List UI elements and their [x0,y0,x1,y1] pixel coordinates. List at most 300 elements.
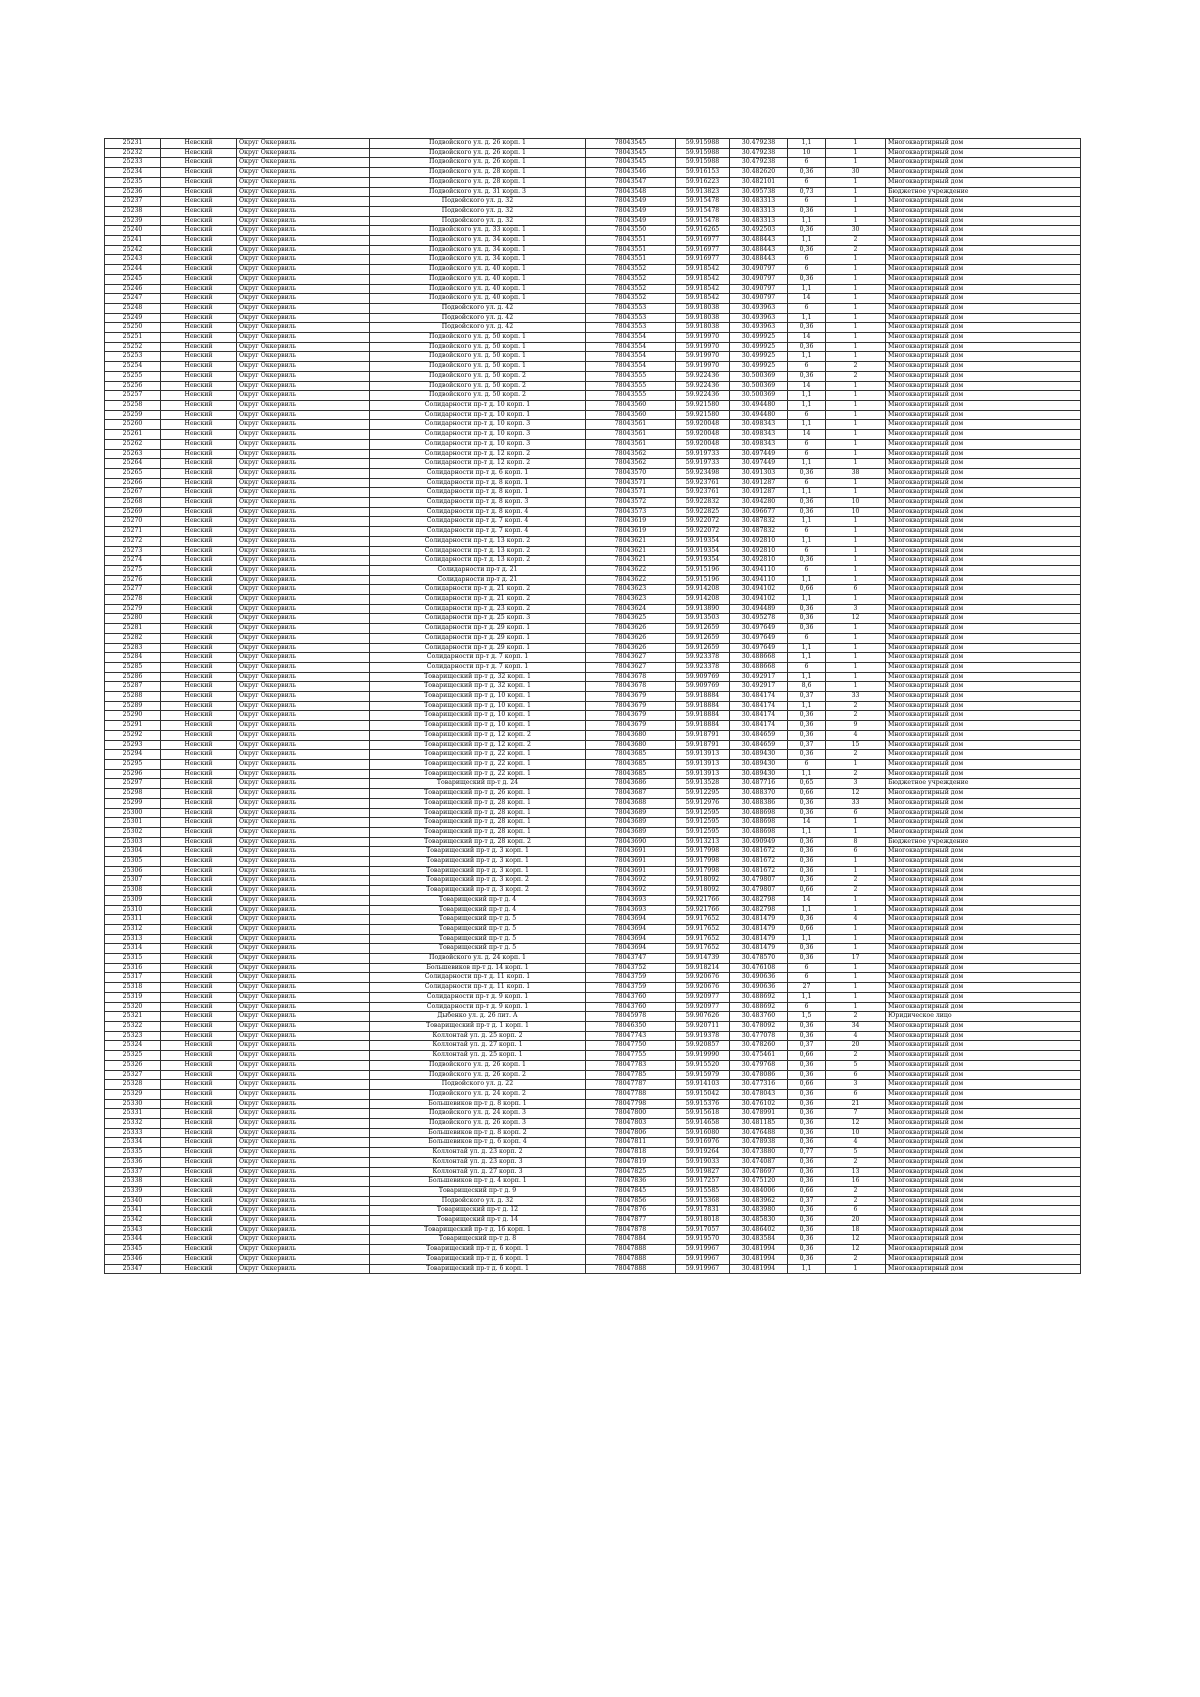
municipality-cell: Округ Оккервиль [237,245,370,255]
municipality-cell: Округ Оккервиль [237,527,370,537]
table-row [105,721,1081,731]
table-row [105,517,1081,527]
municipality-cell: Округ Оккервиль [237,333,370,343]
row-number-cell: 25331 [105,1109,161,1119]
address-cell: Товарищеский пр-т д. 9 [370,1186,586,1196]
latitude-cell: 59.919264 [676,1148,730,1158]
value-cell: 0,36 [788,1070,826,1080]
municipality-cell: Округ Оккервиль [237,1177,370,1187]
row-number-cell: 25262 [105,439,161,449]
table-row [105,362,1081,372]
table-row [105,265,1081,275]
building-code-cell: 78043572 [586,498,676,508]
latitude-cell: 59.919990 [676,1051,730,1061]
address-cell: Коллонтай ул. д. 25 корп. 2 [370,1031,586,1041]
object-type-cell: Многоквартирный дом [886,313,1081,323]
table-row [105,827,1081,837]
longitude-cell: 30.488443 [730,245,788,255]
object-type-cell: Многоквартирный дом [886,944,1081,954]
municipality-cell: Округ Оккервиль [237,633,370,643]
row-number-cell: 25323 [105,1031,161,1041]
longitude-cell: 30.478938 [730,1138,788,1148]
address-cell: Солидарности пр-т д. 29 корп. 1 [370,633,586,643]
value-cell: 0,36 [788,1235,826,1245]
object-type-cell: Многоквартирный дом [886,1128,1081,1138]
municipality-cell: Округ Оккервиль [237,682,370,692]
count-cell: 2 [826,701,886,711]
object-type-cell: Многоквартирный дом [886,488,1081,498]
building-code-cell: 78047825 [586,1167,676,1177]
municipality-cell: Округ Оккервиль [237,973,370,983]
building-code-cell: 78043547 [586,177,676,187]
row-number-cell: 25243 [105,255,161,265]
value-cell: 0,36 [788,206,826,216]
district-cell: Невский [161,847,237,857]
municipality-cell: Округ Оккервиль [237,391,370,401]
longitude-cell: 30.494489 [730,604,788,614]
longitude-cell: 30.490636 [730,973,788,983]
building-code-cell: 78043685 [586,769,676,779]
municipality-cell: Округ Оккервиль [237,924,370,934]
object-type-cell: Многоквартирный дом [886,924,1081,934]
latitude-cell: 59.916977 [676,236,730,246]
address-cell: Подвойского ул. д. 40 корп. 1 [370,294,586,304]
longitude-cell: 30.487832 [730,517,788,527]
value-cell: 0,36 [788,604,826,614]
row-number-cell: 25313 [105,934,161,944]
row-number-cell: 25320 [105,1002,161,1012]
building-code-cell: 78043549 [586,216,676,226]
count-cell: 1 [826,536,886,546]
municipality-cell: Округ Оккервиль [237,1080,370,1090]
district-cell: Невский [161,866,237,876]
district-cell: Невский [161,711,237,721]
table-row [105,624,1081,634]
municipality-cell: Округ Оккервиль [237,439,370,449]
address-cell: Товарищеский пр-т д. 1 корп. 1 [370,1021,586,1031]
address-cell: Товарищеский пр-т д. 5 [370,944,586,954]
longitude-cell: 30.490797 [730,265,788,275]
value-cell: 0,66 [788,789,826,799]
latitude-cell: 59.916153 [676,168,730,178]
building-code-cell: 78043627 [586,662,676,672]
table-row [105,342,1081,352]
latitude-cell: 59.918038 [676,303,730,313]
object-type-cell: Многоквартирный дом [886,857,1081,867]
address-cell: Подвойского ул. д. 26 корп. 1 [370,158,586,168]
count-cell: 10 [826,507,886,517]
value-cell: 0,66 [788,1186,826,1196]
row-number-cell: 25249 [105,313,161,323]
row-number-cell: 25336 [105,1157,161,1167]
address-cell: Товарищеский пр-т д. 10 корп. 1 [370,692,586,702]
longitude-cell: 30.497649 [730,633,788,643]
municipality-cell: Округ Оккервиль [237,303,370,313]
latitude-cell: 59.917831 [676,1206,730,1216]
district-cell: Невский [161,1196,237,1206]
row-number-cell: 25275 [105,565,161,575]
count-cell: 1 [826,139,886,149]
address-cell: Большевиков пр-т д. 6 корп. 4 [370,1138,586,1148]
address-cell: Подвойского ул. д. 24 корп. 2 [370,1089,586,1099]
object-type-cell: Юридическое лицо [886,1012,1081,1022]
longitude-cell: 30.500369 [730,391,788,401]
count-cell: 1 [826,934,886,944]
address-cell: Солидарности пр-т д. 7 корп. 1 [370,653,586,663]
row-number-cell: 25268 [105,498,161,508]
municipality-cell: Округ Оккервиль [237,536,370,546]
row-number-cell: 25259 [105,410,161,420]
row-number-cell: 25233 [105,158,161,168]
object-type-cell: Многоквартирный дом [886,954,1081,964]
row-number-cell: 25272 [105,536,161,546]
table-row [105,818,1081,828]
district-cell: Невский [161,1012,237,1022]
address-cell: Подвойского ул. д. 26 корп. 3 [370,1119,586,1129]
address-table [104,138,1081,1274]
building-code-cell: 78043691 [586,847,676,857]
longitude-cell: 30.477078 [730,1031,788,1041]
municipality-cell: Округ Оккервиль [237,721,370,731]
longitude-cell: 30.478570 [730,954,788,964]
value-cell: 0,36 [788,837,826,847]
longitude-cell: 30.481994 [730,1254,788,1264]
latitude-cell: 59.912659 [676,624,730,634]
row-number-cell: 25252 [105,342,161,352]
building-code-cell: 78043625 [586,614,676,624]
table-row [105,1089,1081,1099]
object-type-cell: Многоквартирный дом [886,139,1081,149]
district-cell: Невский [161,692,237,702]
longitude-cell: 30.479238 [730,158,788,168]
address-cell: Солидарности пр-т д. 10 корп. 3 [370,439,586,449]
object-type-cell: Многоквартирный дом [886,672,1081,682]
address-cell: Товарищеский пр-т д. 22 корп. 1 [370,750,586,760]
row-number-cell: 25333 [105,1128,161,1138]
object-type-cell: Многоквартирный дом [886,701,1081,711]
longitude-cell: 30.488698 [730,808,788,818]
row-number-cell: 25307 [105,876,161,886]
latitude-cell: 59.918884 [676,711,730,721]
building-code-cell: 78043680 [586,730,676,740]
count-cell: 30 [826,226,886,236]
municipality-cell: Округ Оккервиль [237,779,370,789]
count-cell: 21 [826,1099,886,1109]
address-cell: Товарищеский пр-т д. 28 корп. 1 [370,827,586,837]
count-cell: 1 [826,963,886,973]
longitude-cell: 30.481479 [730,924,788,934]
address-cell: Товарищеский пр-т д. 5 [370,915,586,925]
longitude-cell: 30.481672 [730,857,788,867]
object-type-cell: Многоквартирный дом [886,362,1081,372]
value-cell: 0,36 [788,498,826,508]
count-cell: 1 [826,294,886,304]
address-cell: Подвойского ул. д. 28 корп. 1 [370,177,586,187]
count-cell: 1 [826,255,886,265]
district-cell: Невский [161,381,237,391]
object-type-cell: Многоквартирный дом [886,886,1081,896]
longitude-cell: 30.500369 [730,371,788,381]
municipality-cell: Округ Оккервиль [237,1167,370,1177]
longitude-cell: 30.481479 [730,915,788,925]
table-row [105,303,1081,313]
table-row [105,148,1081,158]
municipality-cell: Округ Оккервиль [237,342,370,352]
value-cell: 0,37 [788,1196,826,1206]
longitude-cell: 30.475461 [730,1051,788,1061]
count-cell: 1 [826,818,886,828]
building-code-cell: 78047888 [586,1245,676,1255]
municipality-cell: Округ Оккервиль [237,1128,370,1138]
count-cell: 1 [826,478,886,488]
document-page [104,138,1081,1274]
value-cell: 0,36 [788,1109,826,1119]
address-cell: Солидарности пр-т д. 21 корп. 2 [370,585,586,595]
building-code-cell: 78043560 [586,400,676,410]
building-code-cell: 78043619 [586,527,676,537]
district-cell: Невский [161,187,237,197]
value-cell: 1,1 [788,459,826,469]
district-cell: Невский [161,595,237,605]
row-number-cell: 25311 [105,915,161,925]
row-number-cell: 25245 [105,274,161,284]
table-row [105,866,1081,876]
address-cell: Товарищеский пр-т д. 5 [370,924,586,934]
latitude-cell: 59.916223 [676,177,730,187]
object-type-cell: Многоквартирный дом [886,750,1081,760]
value-cell: 1,1 [788,536,826,546]
municipality-cell: Округ Оккервиль [237,381,370,391]
object-type-cell: Многоквартирный дом [886,284,1081,294]
count-cell: 2 [826,1196,886,1206]
latitude-cell: 59.913528 [676,779,730,789]
district-cell: Невский [161,439,237,449]
latitude-cell: 59.918038 [676,323,730,333]
count-cell: 3 [826,779,886,789]
district-cell: Невский [161,682,237,692]
longitude-cell: 30.479807 [730,876,788,886]
table-row [105,391,1081,401]
count-cell: 1 [826,866,886,876]
address-cell: Подвойского ул. д. 26 корп. 2 [370,1070,586,1080]
longitude-cell: 30.476108 [730,963,788,973]
object-type-cell: Многоквартирный дом [886,1177,1081,1187]
district-cell: Невский [161,604,237,614]
value-cell: 0,36 [788,226,826,236]
row-number-cell: 25255 [105,371,161,381]
table-row [105,954,1081,964]
address-cell: Подвойского ул. д. 32 [370,206,586,216]
address-cell: Подвойского ул. д. 32 [370,197,586,207]
value-cell: 0,66 [788,1080,826,1090]
municipality-cell: Округ Оккервиль [237,478,370,488]
row-number-cell: 25330 [105,1099,161,1109]
value-cell: 0,36 [788,847,826,857]
building-code-cell: 78047755 [586,1051,676,1061]
building-code-cell: 78043679 [586,692,676,702]
building-code-cell: 78047743 [586,1031,676,1041]
row-number-cell: 25308 [105,886,161,896]
longitude-cell: 30.494110 [730,565,788,575]
longitude-cell: 30.498343 [730,420,788,430]
object-type-cell: Многоквартирный дом [886,352,1081,362]
row-number-cell: 25328 [105,1080,161,1090]
municipality-cell: Округ Оккервиль [237,740,370,750]
count-cell: 1 [826,216,886,226]
municipality-cell: Округ Оккервиль [237,1041,370,1051]
count-cell: 1 [826,303,886,313]
building-code-cell: 78047876 [586,1206,676,1216]
row-number-cell: 25256 [105,381,161,391]
municipality-cell: Округ Оккервиль [237,468,370,478]
address-cell: Подвойского ул. д. 26 корп. 1 [370,148,586,158]
municipality-cell: Округ Оккервиль [237,265,370,275]
value-cell: 0,36 [788,1031,826,1041]
longitude-cell: 30.481672 [730,866,788,876]
row-number-cell: 25235 [105,177,161,187]
municipality-cell: Округ Оккервиль [237,595,370,605]
table-row [105,371,1081,381]
value-cell: 0,36 [788,866,826,876]
table-row [105,546,1081,556]
object-type-cell: Многоквартирный дом [886,711,1081,721]
address-cell: Солидарности пр-т д. 13 корп. 2 [370,556,586,566]
latitude-cell: 59.918092 [676,876,730,886]
row-number-cell: 25250 [105,323,161,333]
row-number-cell: 25236 [105,187,161,197]
table-row [105,459,1081,469]
object-type-cell: Многоквартирный дом [886,1254,1081,1264]
building-code-cell: 78043552 [586,265,676,275]
longitude-cell: 30.492503 [730,226,788,236]
table-row [105,769,1081,779]
district-cell: Невский [161,478,237,488]
latitude-cell: 59.913913 [676,760,730,770]
object-type-cell: Многоквартирный дом [886,1080,1081,1090]
latitude-cell: 59.917652 [676,944,730,954]
row-number-cell: 25285 [105,662,161,672]
row-number-cell: 25261 [105,430,161,440]
building-code-cell: 78043679 [586,711,676,721]
building-code-cell: 78047783 [586,1060,676,1070]
value-cell: 6 [788,760,826,770]
address-cell: Коллонтай ул. д. 23 корп. 3 [370,1157,586,1167]
count-cell: 1 [826,206,886,216]
municipality-cell: Округ Оккервиль [237,1051,370,1061]
object-type-cell: Многоквартирный дом [886,430,1081,440]
count-cell: 5 [826,1060,886,1070]
longitude-cell: 30.484174 [730,692,788,702]
count-cell: 1 [826,905,886,915]
latitude-cell: 59.922436 [676,371,730,381]
longitude-cell: 30.482101 [730,177,788,187]
building-code-cell: 78043692 [586,876,676,886]
latitude-cell: 59.919733 [676,459,730,469]
object-type-cell: Многоквартирный дом [886,333,1081,343]
count-cell: 1 [826,633,886,643]
building-code-cell: 78043551 [586,255,676,265]
row-number-cell: 25326 [105,1060,161,1070]
municipality-cell: Округ Оккервиль [237,1099,370,1109]
latitude-cell: 59.914658 [676,1119,730,1129]
table-row [105,711,1081,721]
longitude-cell: 30.475120 [730,1177,788,1187]
municipality-cell: Округ Оккервиль [237,701,370,711]
latitude-cell: 59.917998 [676,857,730,867]
latitude-cell: 59.922436 [676,381,730,391]
table-row [105,701,1081,711]
municipality-cell: Округ Оккервиль [237,827,370,837]
address-cell: Товарищеский пр-т д. 32 корп. 1 [370,672,586,682]
address-cell: Солидарности пр-т д. 10 корп. 1 [370,400,586,410]
value-cell: 0,36 [788,1060,826,1070]
table-row [105,1060,1081,1070]
object-type-cell: Многоквартирный дом [886,206,1081,216]
address-cell: Товарищеский пр-т д. 16 корп. 1 [370,1225,586,1235]
district-cell: Невский [161,410,237,420]
address-cell: Подвойского ул. д. 26 корп. 1 [370,1060,586,1070]
count-cell: 1 [826,342,886,352]
value-cell: 1,1 [788,1264,826,1274]
object-type-cell: Многоквартирный дом [886,536,1081,546]
municipality-cell: Округ Оккервиль [237,1216,370,1226]
value-cell: 0,36 [788,1216,826,1226]
object-type-cell: Многоквартирный дом [886,565,1081,575]
municipality-cell: Округ Оккервиль [237,177,370,187]
object-type-cell: Многоквартирный дом [886,1186,1081,1196]
municipality-cell: Округ Оккервиль [237,1235,370,1245]
count-cell: 1 [826,924,886,934]
value-cell: 1,1 [788,139,826,149]
longitude-cell: 30.483313 [730,197,788,207]
longitude-cell: 30.489430 [730,750,788,760]
building-code-cell: 78047818 [586,1148,676,1158]
building-code-cell: 78043694 [586,934,676,944]
building-code-cell: 78043570 [586,468,676,478]
value-cell: 0,66 [788,585,826,595]
municipality-cell: Округ Оккервиль [237,1254,370,1264]
table-row [105,760,1081,770]
count-cell: 2 [826,750,886,760]
district-cell: Невский [161,1031,237,1041]
municipality-cell: Округ Оккервиль [237,1186,370,1196]
row-number-cell: 25317 [105,973,161,983]
building-code-cell: 78043679 [586,721,676,731]
table-row [105,206,1081,216]
address-cell: Солидарности пр-т д. 29 корп. 1 [370,624,586,634]
object-type-cell: Многоквартирный дом [886,507,1081,517]
count-cell: 18 [826,1225,886,1235]
object-type-cell: Многоквартирный дом [886,1196,1081,1206]
building-code-cell: 78043562 [586,449,676,459]
count-cell: 1 [826,148,886,158]
table-body [105,139,1081,1274]
object-type-cell: Многоквартирный дом [886,983,1081,993]
district-cell: Невский [161,886,237,896]
latitude-cell: 59.922825 [676,507,730,517]
object-type-cell: Многоквартирный дом [886,177,1081,187]
row-number-cell: 25312 [105,924,161,934]
value-cell: 0,36 [788,1157,826,1167]
district-cell: Невский [161,730,237,740]
table-row [105,682,1081,692]
address-cell: Подвойского ул. д. 24 корп. 3 [370,1109,586,1119]
address-cell: Солидарности пр-т д. 12 корп. 2 [370,449,586,459]
district-cell: Невский [161,624,237,634]
district-cell: Невский [161,1021,237,1031]
value-cell: 1,5 [788,1012,826,1022]
district-cell: Невский [161,1041,237,1051]
